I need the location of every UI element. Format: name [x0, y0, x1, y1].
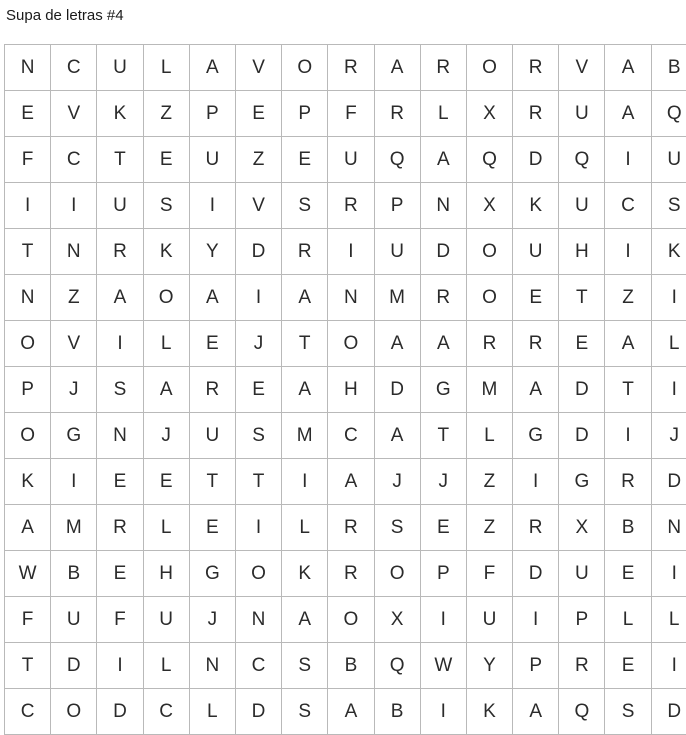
grid-cell[interactable]: B — [605, 505, 651, 551]
grid-cell[interactable]: F — [328, 91, 374, 137]
grid-cell[interactable]: M — [374, 275, 420, 321]
grid-cell[interactable]: A — [374, 321, 420, 367]
grid-cell[interactable]: L — [420, 91, 466, 137]
grid-cell[interactable]: Q — [559, 137, 605, 183]
grid-cell[interactable]: R — [420, 45, 466, 91]
grid-cell[interactable]: E — [97, 459, 143, 505]
grid-cell[interactable]: O — [328, 321, 374, 367]
grid-cell[interactable]: K — [513, 183, 559, 229]
grid-cell[interactable]: F — [5, 597, 51, 643]
grid-cell[interactable]: A — [282, 597, 328, 643]
grid-cell[interactable]: B — [51, 551, 97, 597]
grid-cell[interactable]: A — [97, 275, 143, 321]
grid-cell[interactable]: F — [97, 597, 143, 643]
grid-cell[interactable]: I — [420, 597, 466, 643]
grid-cell[interactable]: O — [328, 597, 374, 643]
grid-cell[interactable]: V — [51, 91, 97, 137]
grid-cell[interactable]: T — [559, 275, 605, 321]
grid-cell[interactable]: S — [282, 689, 328, 735]
grid-cell[interactable]: N — [420, 183, 466, 229]
grid-cell[interactable]: J — [189, 597, 235, 643]
grid-cell[interactable]: Q — [374, 137, 420, 183]
grid-cell[interactable]: J — [235, 321, 281, 367]
grid-row — [5, 597, 686, 643]
grid-cell[interactable]: K — [282, 551, 328, 597]
word-search-grid-body — [5, 45, 686, 735]
grid-cell[interactable]: C — [51, 137, 97, 183]
grid-cell[interactable]: E — [143, 459, 189, 505]
grid-cell[interactable]: I — [605, 137, 651, 183]
grid-cell[interactable]: S — [605, 689, 651, 735]
grid-cell[interactable]: U — [51, 597, 97, 643]
grid-cell[interactable]: A — [605, 45, 651, 91]
grid-cell[interactable]: I — [51, 183, 97, 229]
grid-cell[interactable]: S — [235, 413, 281, 459]
grid-cell[interactable]: R — [513, 91, 559, 137]
grid-cell[interactable]: Z — [51, 275, 97, 321]
grid-cell[interactable]: E — [282, 137, 328, 183]
grid-cell[interactable]: X — [466, 183, 512, 229]
grid-cell[interactable]: E — [235, 367, 281, 413]
grid-cell[interactable]: I — [605, 229, 651, 275]
grid-cell[interactable]: I — [97, 321, 143, 367]
grid-cell[interactable]: N — [328, 275, 374, 321]
grid-cell[interactable]: O — [5, 413, 51, 459]
grid-cell[interactable]: I — [651, 643, 686, 689]
grid-cell[interactable]: R — [328, 183, 374, 229]
grid-cell[interactable]: K — [143, 229, 189, 275]
grid-cell[interactable]: A — [143, 367, 189, 413]
grid-cell[interactable]: U — [559, 91, 605, 137]
grid-cell[interactable]: N — [97, 413, 143, 459]
grid-cell[interactable]: Z — [466, 505, 512, 551]
grid-cell[interactable]: R — [466, 321, 512, 367]
grid-cell[interactable]: C — [605, 183, 651, 229]
grid-cell[interactable]: U — [374, 229, 420, 275]
grid-cell[interactable]: P — [559, 597, 605, 643]
word-search-grid-container — [4, 44, 682, 735]
grid-cell[interactable]: Z — [605, 275, 651, 321]
grid-cell[interactable]: T — [5, 643, 51, 689]
grid-cell[interactable]: D — [420, 229, 466, 275]
grid-cell[interactable]: V — [51, 321, 97, 367]
grid-cell[interactable]: N — [235, 597, 281, 643]
grid-cell[interactable]: I — [605, 413, 651, 459]
grid-cell[interactable]: X — [466, 91, 512, 137]
grid-cell[interactable]: P — [420, 551, 466, 597]
grid-cell[interactable]: I — [420, 689, 466, 735]
grid-cell[interactable]: O — [466, 229, 512, 275]
grid-cell[interactable]: N — [189, 643, 235, 689]
grid-cell[interactable]: T — [282, 321, 328, 367]
grid-cell[interactable]: N — [651, 505, 686, 551]
grid-cell[interactable]: I — [189, 183, 235, 229]
grid-cell[interactable]: V — [559, 45, 605, 91]
grid-cell[interactable]: U — [189, 137, 235, 183]
grid-cell[interactable]: D — [651, 459, 686, 505]
grid-cell[interactable]: B — [374, 689, 420, 735]
grid-cell[interactable]: V — [235, 45, 281, 91]
grid-cell[interactable]: N — [51, 229, 97, 275]
grid-cell[interactable]: Q — [466, 137, 512, 183]
grid-row — [5, 321, 686, 367]
grid-cell[interactable]: Q — [651, 91, 686, 137]
grid-cell[interactable]: R — [513, 505, 559, 551]
grid-cell[interactable]: B — [328, 643, 374, 689]
grid-row — [5, 137, 686, 183]
grid-cell[interactable]: I — [651, 275, 686, 321]
grid-cell[interactable]: L — [143, 321, 189, 367]
grid-cell[interactable]: J — [374, 459, 420, 505]
grid-cell[interactable]: A — [189, 275, 235, 321]
grid-cell[interactable]: A — [328, 459, 374, 505]
grid-cell[interactable]: Q — [559, 689, 605, 735]
grid-cell[interactable]: X — [374, 597, 420, 643]
grid-row — [5, 413, 686, 459]
grid-cell[interactable]: A — [420, 321, 466, 367]
grid-cell[interactable]: P — [189, 91, 235, 137]
grid-cell[interactable]: I — [651, 367, 686, 413]
grid-cell[interactable]: U — [651, 137, 686, 183]
grid-cell[interactable]: W — [420, 643, 466, 689]
grid-cell[interactable]: A — [328, 689, 374, 735]
grid-cell[interactable]: F — [466, 551, 512, 597]
grid-row — [5, 459, 686, 505]
grid-cell[interactable]: S — [651, 183, 686, 229]
grid-cell[interactable]: K — [651, 229, 686, 275]
grid-cell[interactable]: O — [5, 321, 51, 367]
grid-cell[interactable]: G — [513, 413, 559, 459]
grid-row — [5, 91, 686, 137]
grid-cell[interactable]: I — [5, 183, 51, 229]
grid-cell[interactable]: N — [5, 45, 51, 91]
grid-cell[interactable]: L — [651, 597, 686, 643]
grid-row — [5, 183, 686, 229]
grid-cell[interactable]: D — [651, 689, 686, 735]
grid-cell[interactable]: E — [513, 275, 559, 321]
grid-cell[interactable]: D — [97, 689, 143, 735]
grid-cell[interactable]: L — [143, 45, 189, 91]
grid-cell[interactable]: C — [5, 689, 51, 735]
grid-cell[interactable]: L — [189, 689, 235, 735]
grid-cell[interactable]: R — [282, 229, 328, 275]
grid-cell[interactable]: O — [235, 551, 281, 597]
grid-cell[interactable]: A — [513, 367, 559, 413]
grid-cell[interactable]: O — [374, 551, 420, 597]
grid-cell[interactable]: R — [513, 321, 559, 367]
grid-cell[interactable]: A — [189, 45, 235, 91]
grid-cell[interactable]: P — [513, 643, 559, 689]
grid-cell[interactable]: D — [559, 413, 605, 459]
grid-cell[interactable]: U — [559, 183, 605, 229]
grid-cell[interactable]: U — [97, 183, 143, 229]
grid-cell[interactable]: I — [97, 643, 143, 689]
grid-cell[interactable]: D — [513, 137, 559, 183]
grid-row — [5, 689, 686, 735]
grid-cell[interactable]: R — [189, 367, 235, 413]
grid-cell[interactable]: G — [559, 459, 605, 505]
grid-cell[interactable]: R — [513, 45, 559, 91]
grid-cell[interactable]: B — [651, 45, 686, 91]
grid-cell[interactable]: D — [559, 367, 605, 413]
grid-cell[interactable]: D — [235, 689, 281, 735]
grid-cell[interactable]: A — [605, 321, 651, 367]
grid-cell[interactable]: E — [143, 137, 189, 183]
grid-cell[interactable]: U — [466, 597, 512, 643]
grid-cell[interactable]: E — [235, 91, 281, 137]
grid-cell[interactable]: A — [5, 505, 51, 551]
grid-cell[interactable]: R — [97, 505, 143, 551]
grid-cell[interactable]: M — [466, 367, 512, 413]
grid-cell[interactable]: J — [651, 413, 686, 459]
grid-cell[interactable]: T — [235, 459, 281, 505]
grid-cell[interactable]: G — [51, 413, 97, 459]
grid-cell[interactable]: L — [143, 505, 189, 551]
grid-row — [5, 551, 686, 597]
grid-cell[interactable]: A — [513, 689, 559, 735]
word-search-grid — [4, 44, 686, 735]
grid-cell[interactable]: R — [559, 643, 605, 689]
grid-cell[interactable]: Y — [466, 643, 512, 689]
grid-row — [5, 229, 686, 275]
grid-cell[interactable]: T — [420, 413, 466, 459]
grid-cell[interactable]: R — [374, 91, 420, 137]
grid-cell[interactable]: K — [5, 459, 51, 505]
grid-row — [5, 275, 686, 321]
grid-cell[interactable]: H — [328, 367, 374, 413]
grid-cell[interactable]: G — [189, 551, 235, 597]
grid-cell[interactable]: R — [605, 459, 651, 505]
grid-cell[interactable]: E — [189, 505, 235, 551]
grid-cell[interactable]: C — [51, 45, 97, 91]
grid-cell[interactable]: T — [97, 137, 143, 183]
grid-cell[interactable]: S — [282, 183, 328, 229]
grid-cell[interactable]: D — [374, 367, 420, 413]
grid-cell[interactable]: D — [235, 229, 281, 275]
grid-cell[interactable]: P — [374, 183, 420, 229]
grid-cell[interactable]: Q — [374, 643, 420, 689]
grid-cell[interactable]: O — [466, 275, 512, 321]
grid-cell[interactable]: U — [189, 413, 235, 459]
grid-cell[interactable]: O — [466, 45, 512, 91]
grid-cell[interactable]: L — [605, 597, 651, 643]
grid-row — [5, 505, 686, 551]
grid-cell[interactable]: R — [328, 505, 374, 551]
grid-cell[interactable]: O — [143, 275, 189, 321]
grid-row — [5, 367, 686, 413]
grid-cell[interactable]: J — [420, 459, 466, 505]
grid-cell[interactable]: K — [97, 91, 143, 137]
grid-cell[interactable]: Z — [143, 91, 189, 137]
grid-cell[interactable]: L — [651, 321, 686, 367]
grid-cell[interactable]: R — [97, 229, 143, 275]
grid-cell[interactable]: A — [282, 275, 328, 321]
grid-cell[interactable]: E — [605, 551, 651, 597]
grid-cell[interactable]: H — [143, 551, 189, 597]
grid-cell[interactable]: E — [189, 321, 235, 367]
grid-cell[interactable]: A — [605, 91, 651, 137]
grid-cell[interactable]: S — [282, 643, 328, 689]
page-title: Supa de letras #4 — [6, 6, 124, 26]
grid-cell[interactable]: A — [374, 413, 420, 459]
grid-cell[interactable]: R — [328, 551, 374, 597]
grid-cell[interactable]: I — [328, 229, 374, 275]
grid-cell[interactable]: W — [5, 551, 51, 597]
grid-cell[interactable]: L — [466, 413, 512, 459]
grid-cell[interactable]: J — [143, 413, 189, 459]
grid-cell[interactable]: M — [282, 413, 328, 459]
grid-cell[interactable]: K — [466, 689, 512, 735]
grid-cell[interactable]: I — [282, 459, 328, 505]
grid-row — [5, 643, 686, 689]
grid-cell[interactable]: I — [235, 275, 281, 321]
grid-cell[interactable]: I — [513, 459, 559, 505]
grid-cell[interactable]: U — [328, 137, 374, 183]
grid-cell[interactable]: D — [51, 643, 97, 689]
grid-cell[interactable]: O — [282, 45, 328, 91]
grid-cell[interactable]: E — [97, 551, 143, 597]
grid-cell[interactable]: F — [5, 137, 51, 183]
grid-cell[interactable]: S — [374, 505, 420, 551]
grid-cell[interactable]: C — [235, 643, 281, 689]
grid-cell[interactable]: U — [143, 597, 189, 643]
grid-cell[interactable]: E — [605, 643, 651, 689]
grid-cell[interactable]: D — [513, 551, 559, 597]
grid-cell[interactable]: T — [5, 229, 51, 275]
grid-cell[interactable]: I — [651, 551, 686, 597]
grid-cell[interactable]: C — [328, 413, 374, 459]
grid-cell[interactable]: L — [282, 505, 328, 551]
grid-cell[interactable]: U — [559, 551, 605, 597]
grid-cell[interactable]: G — [420, 367, 466, 413]
grid-cell[interactable]: X — [559, 505, 605, 551]
grid-cell[interactable]: Z — [235, 137, 281, 183]
grid-cell[interactable]: P — [282, 91, 328, 137]
grid-cell[interactable]: S — [143, 183, 189, 229]
grid-cell[interactable]: P — [5, 367, 51, 413]
grid-cell[interactable]: U — [97, 45, 143, 91]
grid-cell[interactable]: N — [5, 275, 51, 321]
grid-cell[interactable]: C — [143, 689, 189, 735]
grid-cell[interactable]: E — [420, 505, 466, 551]
grid-cell[interactable]: S — [97, 367, 143, 413]
grid-cell[interactable]: I — [513, 597, 559, 643]
grid-cell[interactable]: A — [420, 137, 466, 183]
grid-cell[interactable]: A — [374, 45, 420, 91]
grid-cell[interactable]: H — [559, 229, 605, 275]
grid-row — [5, 45, 686, 91]
grid-cell[interactable]: L — [143, 643, 189, 689]
grid-cell[interactable]: J — [51, 367, 97, 413]
grid-cell[interactable]: U — [513, 229, 559, 275]
grid-cell[interactable]: R — [328, 45, 374, 91]
grid-cell[interactable]: A — [282, 367, 328, 413]
grid-cell[interactable]: V — [235, 183, 281, 229]
grid-cell[interactable]: E — [5, 91, 51, 137]
grid-cell[interactable]: R — [420, 275, 466, 321]
grid-cell[interactable]: T — [605, 367, 651, 413]
grid-cell[interactable]: T — [189, 459, 235, 505]
grid-cell[interactable]: E — [559, 321, 605, 367]
grid-cell[interactable]: Z — [466, 459, 512, 505]
grid-cell[interactable]: O — [51, 689, 97, 735]
grid-cell[interactable]: M — [51, 505, 97, 551]
grid-cell[interactable]: I — [51, 459, 97, 505]
grid-cell[interactable]: I — [235, 505, 281, 551]
grid-cell[interactable]: Y — [189, 229, 235, 275]
